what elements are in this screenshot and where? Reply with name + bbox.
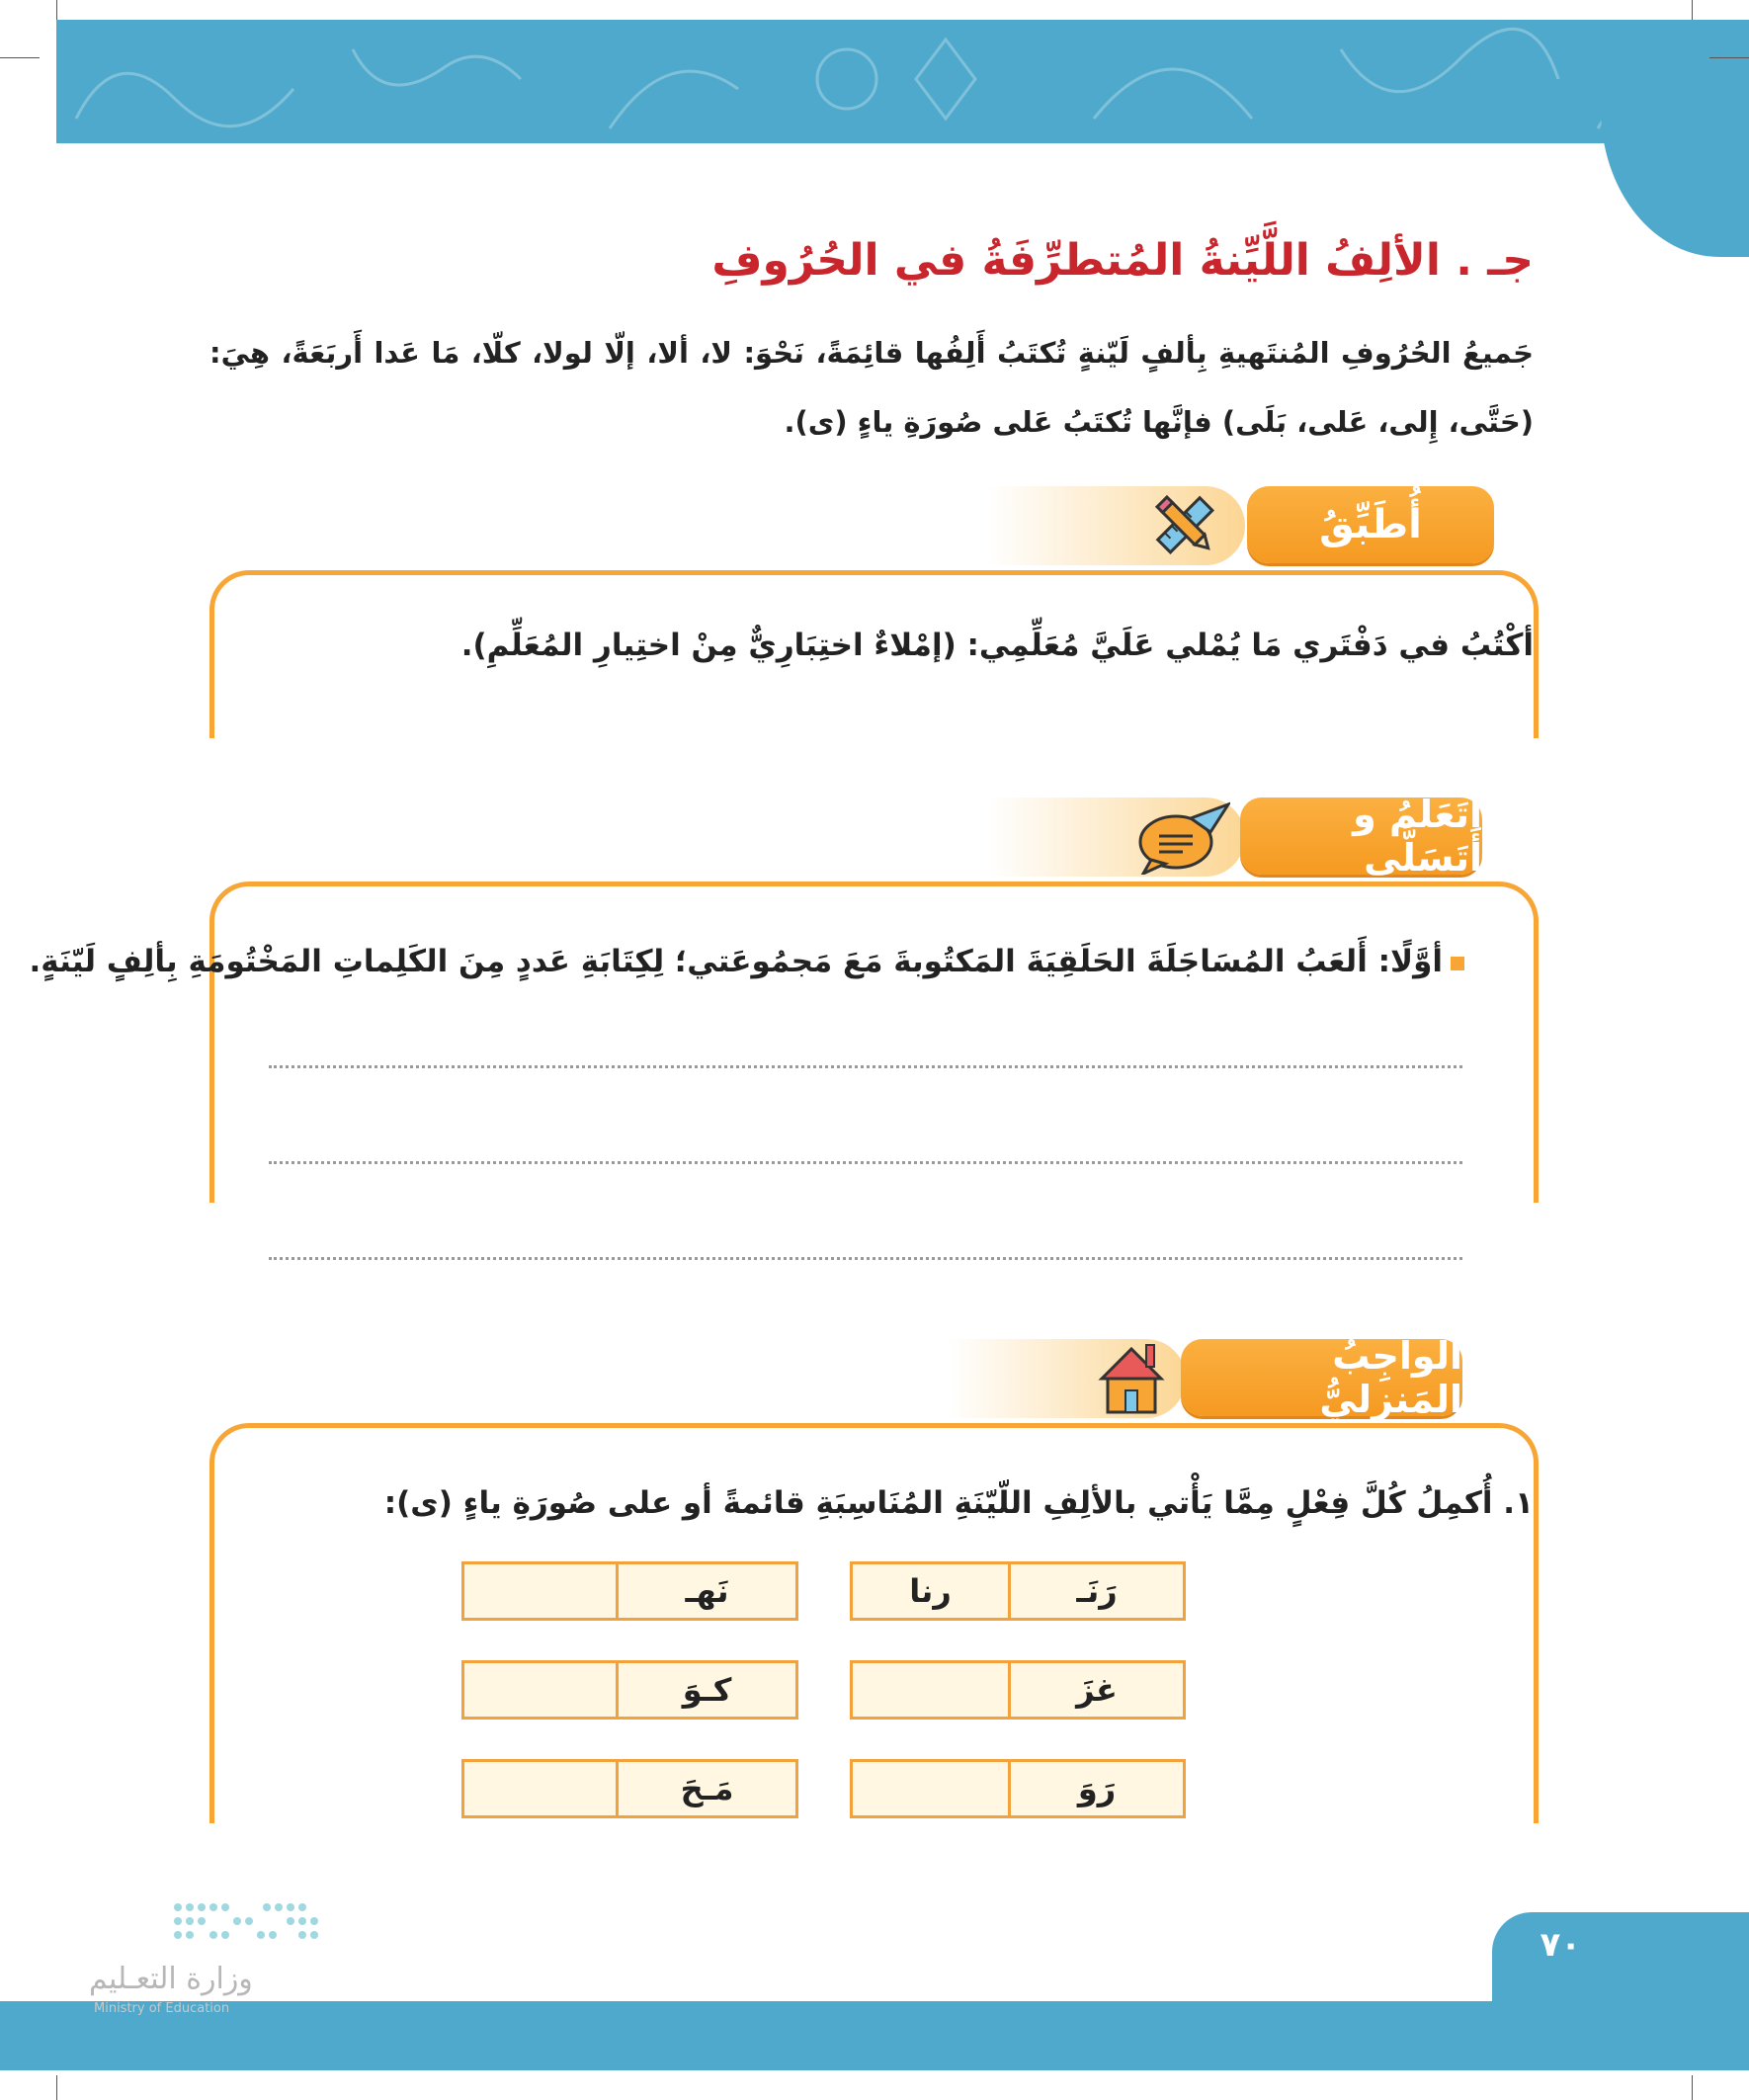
page-number: ٧٠: [1540, 1925, 1581, 1965]
answer-cell[interactable]: رنا: [850, 1561, 1011, 1621]
crop-mark: [56, 2075, 57, 2100]
answer-line[interactable]: [269, 1257, 1462, 1260]
footer-band: [0, 2001, 1749, 2070]
verb-cell: غزَ: [1008, 1660, 1186, 1720]
answer-line[interactable]: [269, 1065, 1462, 1068]
verb-cell: نَهـ: [616, 1561, 798, 1621]
speech-plane-icon: [1131, 800, 1230, 875]
practice-text: أكْتُبُ في دَفْتَري مَا يُمْلي عَلَيَّ مُعَلِّمِي: (إمْلاءٌ اختِبَارِيٌّ مِنْ اختِيارِ المُعَلِّمِ).: [460, 628, 1534, 663]
verb-cell: رَوَ: [1008, 1759, 1186, 1818]
answer-line[interactable]: [269, 1161, 1462, 1164]
crop-mark: [1692, 0, 1693, 20]
footer-tab: [1492, 1912, 1749, 2011]
homework-tab: الواجِبُ المَنزِليُّ: [1181, 1339, 1462, 1416]
answer-cell[interactable]: [850, 1759, 1011, 1818]
practice-tab: أُطَبِّقُ: [1247, 486, 1494, 563]
house-icon: [1092, 1339, 1171, 1418]
crop-mark: [1709, 57, 1749, 58]
answer-cell[interactable]: [850, 1660, 1011, 1720]
homework-question: ١. أُكمِلُ كُلَّ فِعْلٍ مِمَّا يَأْتي بالألِفِ اللّيّنَةِ المُنَاسِبَةِ قائمةً أو على صُورَةِ ياءٍ (ى):: [383, 1485, 1534, 1521]
verb-cell: كـوَ: [616, 1660, 798, 1720]
verb-cell: مَـحَ: [616, 1759, 798, 1818]
ruler-pencil-icon: [1146, 486, 1225, 565]
header-corner: [1601, 20, 1749, 257]
ministry-name-en: Ministry of Education: [94, 2001, 230, 2016]
crop-mark: [56, 0, 57, 20]
answer-cell[interactable]: [461, 1660, 619, 1720]
answer-cell[interactable]: [461, 1759, 619, 1818]
learn-frame: [209, 882, 1539, 1203]
ministry-name: وزارة التعـليم: [89, 1962, 253, 1996]
answer-cell[interactable]: [461, 1561, 619, 1621]
crop-mark: [1692, 2075, 1693, 2100]
header-pattern: [56, 20, 1749, 143]
crop-mark: [0, 57, 40, 58]
section-title: جـ . الألِفُ اللَّيِّنةُ المُتطرِّفَةُ في الحُرُوفِ: [711, 235, 1534, 286]
verb-cell: رَنَـ: [1008, 1561, 1186, 1621]
learn-tab: أَتَعَلَّمُ و أَتَسَلَّى: [1240, 798, 1482, 875]
rule-paragraph: جَميعُ الحُرُوفِ المُنتَهيةِ بِألفٍ لَيّنةٍ تُكتَبُ أَلِفُها قائِمَةً، نَحْوَ: لا، ألا، إلّا لولا، كلّا، مَا عَدا أَربَعَةً، هِيَ: (حَتَّى، إِلى، عَلى، بَلَى) فإنَّها تُكتَبُ عَلى صُورَةِ ياءٍ (ى).: [209, 336, 1534, 439]
ministry-logo-icon: [168, 1897, 326, 1952]
learn-text: أوَّلًا: أَلعَبُ المُسَاجَلَةَ الحَلَقِيَةَ المَكتُوبةَ مَعَ مَجمُوعَتي؛ لِكِتَابَةِ عَددٍ مِنَ الكَلِماتِ المَخْتُومَةِ بِألِفٍ لَيّنَةٍ.: [29, 944, 1443, 979]
bullet-icon: [1451, 957, 1464, 970]
